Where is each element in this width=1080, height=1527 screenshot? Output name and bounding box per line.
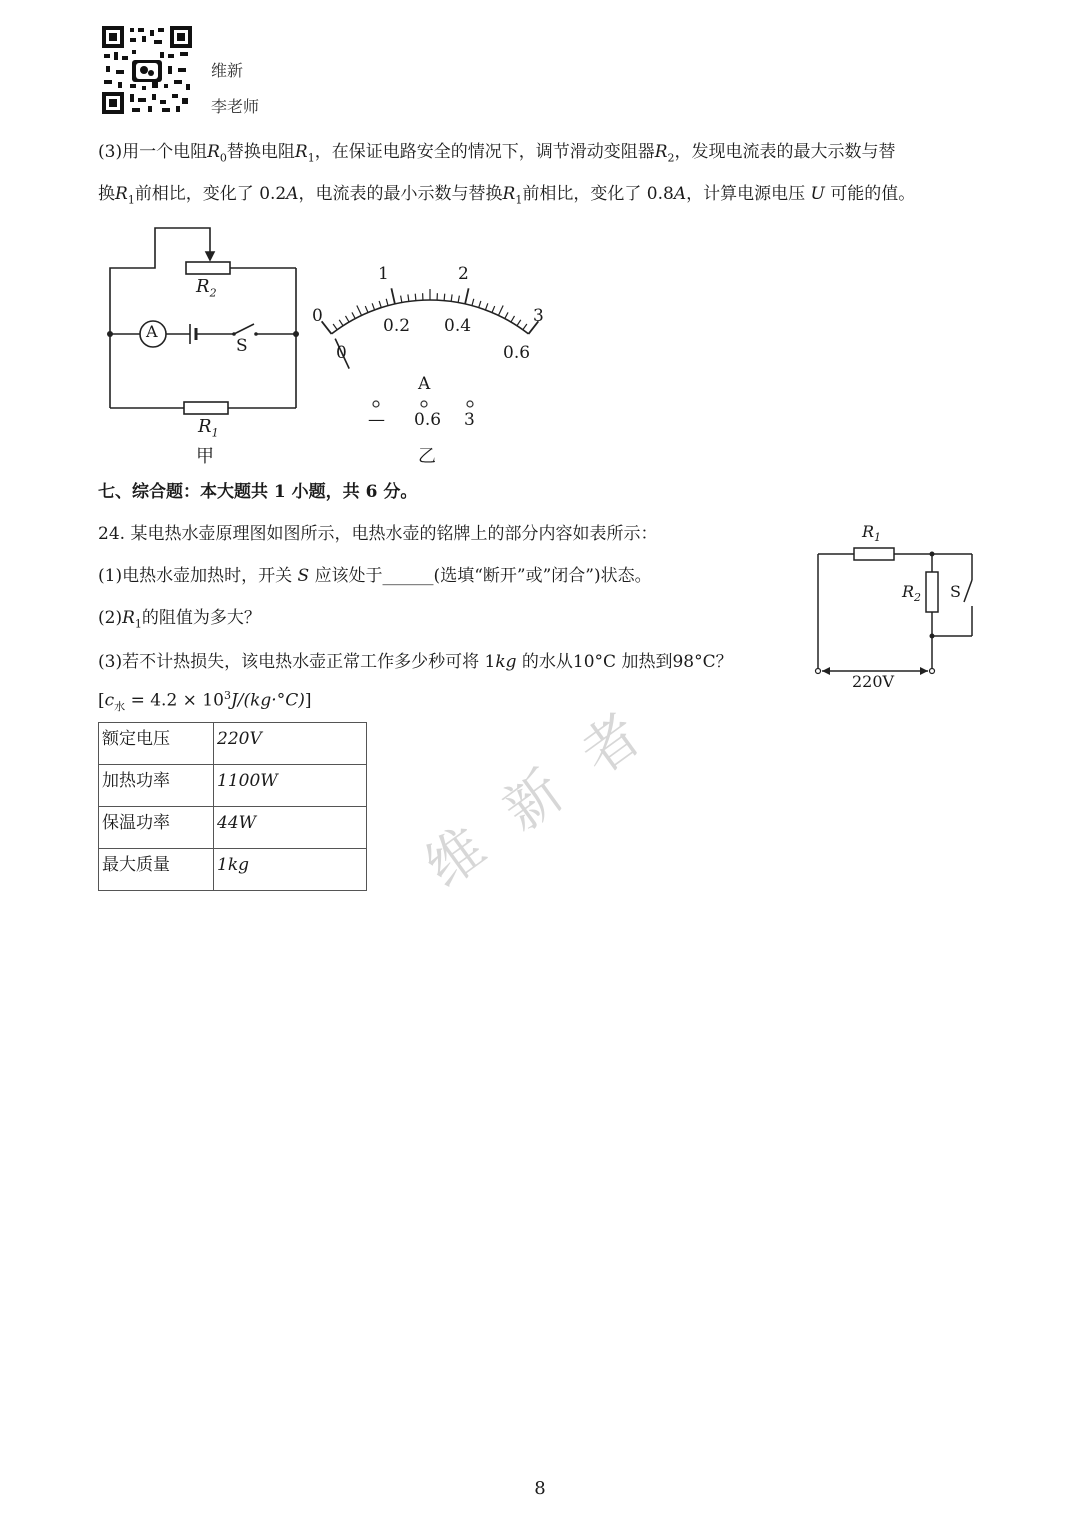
dial-tick xyxy=(333,324,337,330)
dial-tick xyxy=(365,306,368,312)
dial-tick xyxy=(517,320,521,326)
kettle-circuit-diagram xyxy=(808,540,988,680)
watermark: 维新者 xyxy=(414,678,686,901)
table-row xyxy=(99,849,367,891)
table-cell-label: 加热功率 xyxy=(99,765,214,807)
dial-top-tick-3: 3 xyxy=(533,306,544,326)
fig24-r2-label: $R_2$ xyxy=(902,582,922,605)
table-cell-label: 保温功率 xyxy=(99,807,214,849)
dial-tick xyxy=(511,316,515,322)
dial-tick xyxy=(401,296,402,303)
r1-label: $R_1$ xyxy=(198,416,219,440)
q24-part-2: $(2)R_1$的阻值为多大？ xyxy=(98,608,261,631)
terminal-negative: — xyxy=(368,410,385,430)
dial-tick xyxy=(472,299,474,306)
dial-tick xyxy=(465,288,469,304)
table-cell-label: 最大质量 xyxy=(99,849,214,891)
dial-tick xyxy=(322,321,332,334)
dial-tick xyxy=(391,288,395,304)
dial-tick xyxy=(492,306,495,312)
q3-line-1: (3)用一个电阻$R_0$替换电阻$R_1$，在保证电路安全的情况下，调节滑动变阻器$R_2$，发现电流表的最大示数与替 xyxy=(98,142,896,165)
dial-tick xyxy=(379,301,381,308)
spec-table xyxy=(98,722,367,891)
dial-tick xyxy=(444,294,445,301)
dial-tick xyxy=(357,305,362,315)
terminal-header: A xyxy=(418,374,431,394)
fig24-switch-label: S xyxy=(950,582,961,601)
header-line-2: 李老师 xyxy=(211,97,260,116)
fig24-voltage-label: 220V xyxy=(852,672,895,691)
dial-top-tick-0: 0 xyxy=(312,306,323,326)
q24-formula: $[c_水 = 4.2 \times 10^3J/(kg\cdot^\circ C)]$ xyxy=(98,689,312,714)
table-cell-value: 1kg xyxy=(214,849,367,891)
dial-tick xyxy=(372,303,374,310)
dial-top-tick-1: 1 xyxy=(378,264,389,284)
q3-line-2: 换$R_1$前相比，变化了 0.2A，电流表的最小示数与替换$R_1$前相比，变化了 0.8A，计算电源电压 U 可能的值。 xyxy=(98,184,916,207)
ammeter-label: A xyxy=(146,322,158,341)
r2-label: $R_2$ xyxy=(196,276,217,300)
dial-tick xyxy=(408,294,409,301)
dial-bottom-tick-2: 0.4 xyxy=(444,316,472,336)
table-cell-value: 44W xyxy=(214,807,367,849)
fig24-r1-label: $R_1$ xyxy=(862,522,882,545)
dial-tick xyxy=(458,296,459,303)
dial-bottom-tick-3: 0.6 xyxy=(503,343,531,363)
q24-part-3: (3)若不计热损失，该电热水壶正常工作多少秒可将 1kg 的水从10°C 加热到98°C？ xyxy=(98,652,733,672)
dial-tick xyxy=(485,303,487,310)
terminal-3: 3 xyxy=(464,410,475,430)
dial-tick xyxy=(352,312,355,318)
qr-code-icon xyxy=(102,26,192,114)
dial-bottom-tick-1: 0.2 xyxy=(383,316,411,336)
table-row xyxy=(99,807,367,849)
table-row xyxy=(99,723,367,765)
dial-top-tick-2: 2 xyxy=(458,264,469,284)
header-line-1: 维新 xyxy=(211,61,244,80)
dial-tick xyxy=(505,312,508,318)
table-cell-label: 额定电压 xyxy=(99,723,214,765)
dial-tick xyxy=(415,294,416,301)
dial-tick xyxy=(386,299,388,306)
table-row xyxy=(99,765,367,807)
dial-bottom-tick-0: 0 xyxy=(336,343,347,363)
section-7-heading: 七、综合题：本大题共 1 小题，共 6 分。 xyxy=(98,482,418,502)
dial-arc xyxy=(331,300,528,334)
caption-yi: 乙 xyxy=(418,446,436,467)
dial-tick xyxy=(451,294,452,301)
terminal-dots xyxy=(366,398,486,410)
table-cell-value: 1100W xyxy=(214,765,367,807)
dial-tick xyxy=(339,320,343,326)
dial-tick xyxy=(498,305,503,315)
page-number: 8 xyxy=(534,1478,546,1499)
table-cell-value: 220V xyxy=(214,723,367,765)
q24-stem: 24. 某电热水壶原理图如图所示，电热水壶的铭牌上的部分内容如表所示： xyxy=(98,524,658,544)
caption-jia: 甲 xyxy=(196,446,214,467)
terminal-0-6: 0.6 xyxy=(414,410,442,430)
q24-part-1: (1)电热水壶加热时，开关 S 应该处于______(选填“断开”或”闭合”)状态。 xyxy=(98,566,652,586)
dial-tick xyxy=(345,316,349,322)
dial-tick xyxy=(523,324,527,330)
dial-tick xyxy=(479,301,481,308)
switch-label: S xyxy=(236,336,248,356)
